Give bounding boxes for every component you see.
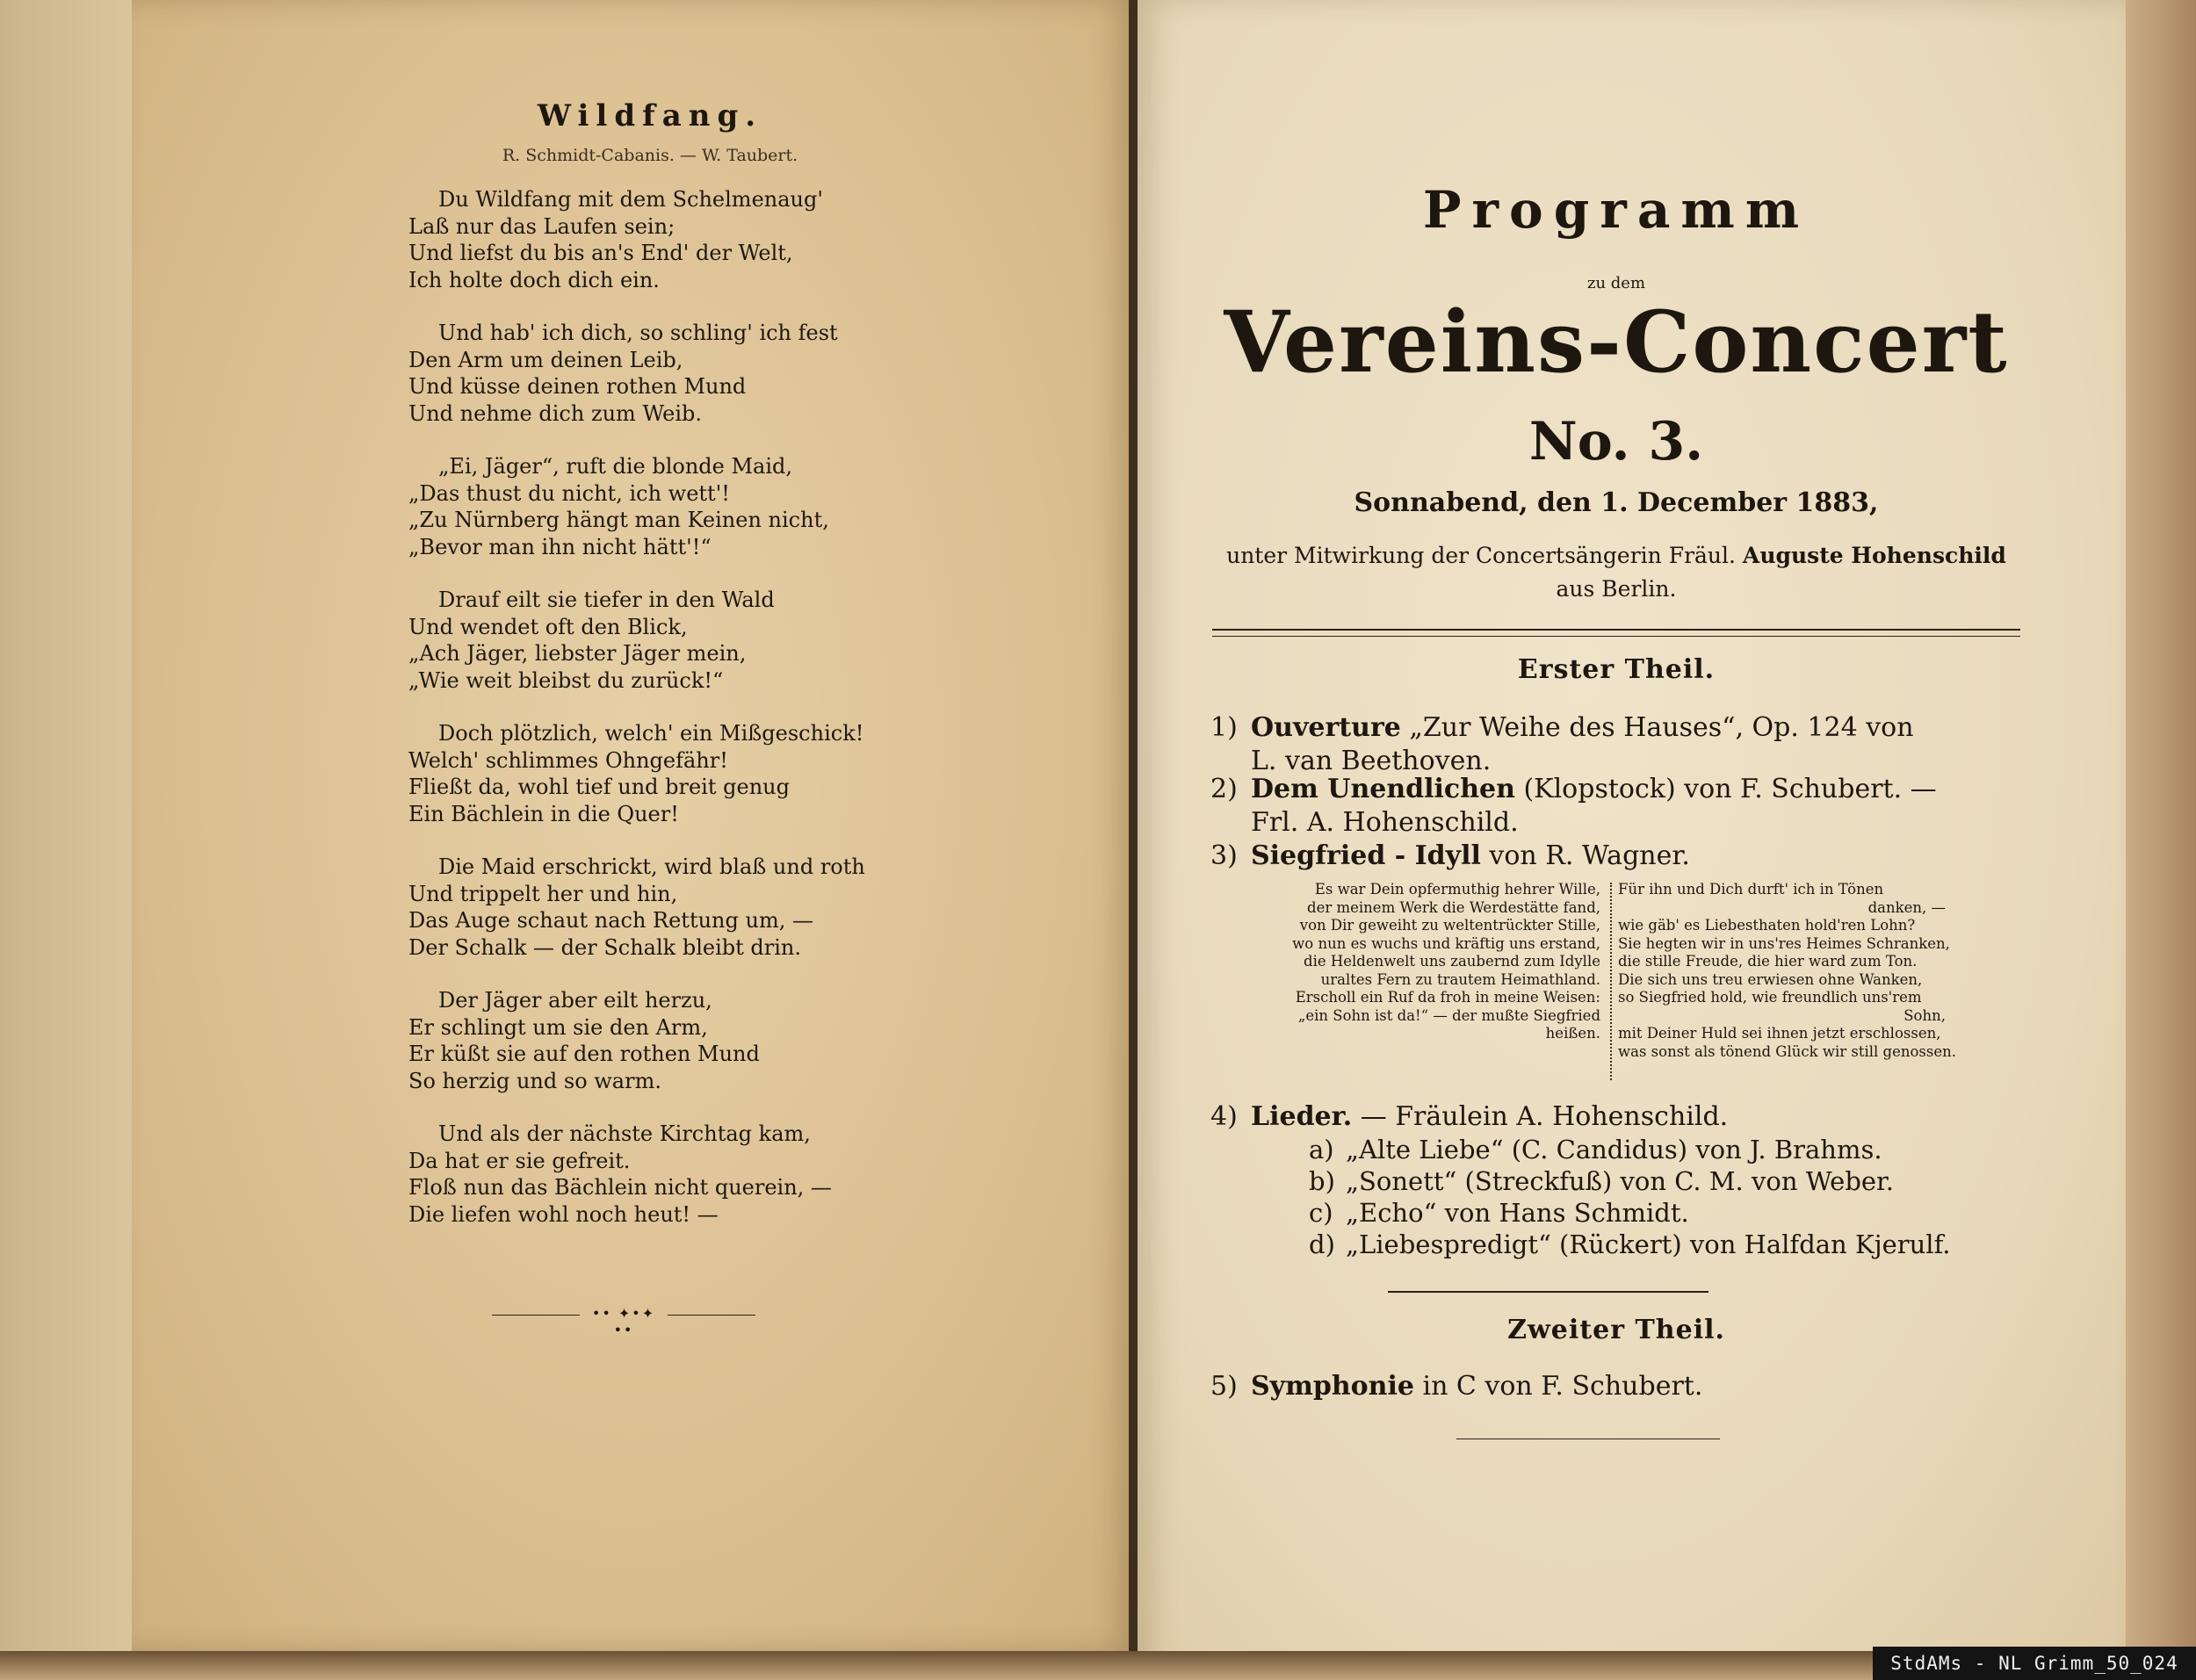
verse-divider	[1610, 883, 1612, 1080]
item-detail: von R. Wagner.	[1489, 840, 1690, 871]
item-title: Siegfried - Idyll	[1251, 840, 1481, 871]
double-rule	[1212, 629, 2020, 637]
verse-line: Und nehme dich zum Weib.	[408, 400, 703, 426]
ornament-divider	[492, 1305, 755, 1338]
verse-line: Er küßt sie auf den rothen Mund	[408, 1042, 760, 1066]
ornament-rule-right	[668, 1315, 755, 1316]
verse-line: Und küsse deinen rothen Mund	[408, 374, 747, 399]
concert-number: No. 3.	[1528, 411, 1704, 472]
stanza	[408, 720, 900, 827]
verse-line: Doch plötzlich, welch' ein Mißgeschick!	[438, 721, 864, 746]
verse-line: Die sich uns treu erwiesen ohne Wanken,	[1618, 970, 1923, 988]
programme-item-4	[1210, 1100, 2027, 1134]
poem-body	[408, 186, 900, 1254]
song-text: „Liebespredigt“ (Rückert) von Halfdan Kjerulf.	[1346, 1229, 1951, 1259]
item-title: Symphonie	[1251, 1371, 1414, 1402]
verse-line: So herzig und so warm.	[408, 1068, 661, 1093]
stanza	[408, 186, 900, 293]
item-detail: (Klopstock) von F. Schubert. —	[1523, 774, 1937, 804]
verse-line: „Zu Nürnberg hängt man Keinen nicht,	[408, 508, 829, 532]
song-letter: d)	[1309, 1229, 1335, 1259]
item-number: 4)	[1210, 1101, 1238, 1132]
verse-line: Für ihn und Dich durft' ich in Tönen	[1618, 881, 1884, 898]
verse-line: Den Arm um deinen Leib,	[408, 347, 683, 372]
part-one-heading: Erster Theil.	[1517, 654, 1716, 685]
bottom-edge	[0, 1651, 2196, 1680]
left-margin	[0, 0, 141, 1680]
verse-left-column	[1262, 881, 1600, 1043]
verse-line: Der Schalk — der Schalk bleibt drin.	[408, 934, 801, 960]
item-number: 2)	[1210, 774, 1238, 804]
item-detail: — Fräulein A. Hohenschild.	[1360, 1101, 1729, 1132]
archive-stamp: StdAMs - NL Grimm_50_024	[1873, 1647, 2196, 1680]
verse-line: Und hab' ich dich, so schling' ich fest	[438, 321, 838, 345]
verse-line: Die Maid erschrickt, wird blaß und roth	[438, 854, 865, 879]
song-letter: a)	[1309, 1135, 1334, 1164]
item-continuation: Frl. A. Hohenschild.	[1251, 807, 1519, 838]
stanza	[408, 1121, 900, 1228]
part-two-heading: Zweiter Theil.	[1507, 1315, 1725, 1345]
verse-line: „Das thust du nicht, ich wett'!	[408, 480, 730, 506]
concert-date: Sonnabend, den 1. December 1883,	[1354, 487, 1879, 518]
song-letter: b)	[1309, 1166, 1335, 1196]
ornament-glyphs: •• ✦•✦ ••	[591, 1305, 656, 1338]
verse-line: Das Auge schaut nach Rettung um, —	[408, 908, 813, 933]
song-text: „Sonett“ (Streckfuß) von C. M. von Weber.	[1346, 1166, 1894, 1196]
book-gutter	[1129, 0, 1138, 1680]
verse-line: „Ei, Jäger“, ruft die blonde Maid,	[438, 454, 793, 479]
closing-rule	[1456, 1438, 1720, 1439]
verse-line: Welch' schlimmes Ohngefähr!	[408, 747, 728, 773]
item-number: 1)	[1210, 712, 1238, 743]
item-number: 3)	[1210, 840, 1238, 871]
item-detail: „Zur Weihe des Hauses“, Op. 124 von	[1409, 712, 1914, 743]
soloist-prefix: unter Mitwirkung der Concertsängerin Fräul.	[1226, 543, 1736, 568]
verse-line: der meinem Werk die Werdestätte fand,	[1307, 898, 1600, 916]
verse-line: so Siegfried hold, wie freundlich uns'rem	[1618, 989, 1922, 1006]
ornament-rule-left	[492, 1315, 580, 1316]
section-rule	[1388, 1291, 1708, 1293]
stanza	[408, 587, 900, 694]
programme-item-2	[1210, 773, 2027, 840]
programme-item-3	[1210, 840, 2027, 873]
verse-line: Und liefst du bis an's End' der Welt,	[408, 241, 793, 265]
verse-line: Da hat er sie gefreit.	[408, 1148, 631, 1173]
item-title: Ouverture	[1251, 712, 1401, 743]
verse-line: „Bevor man ihn nicht hätt'!“	[408, 534, 712, 559]
verse-line: Es war Dein opfermuthig hehrer Wille,	[1314, 881, 1600, 898]
verse-line: danken, —	[1867, 898, 1946, 916]
song-item	[1309, 1135, 2029, 1165]
verse-line: Du Wildfang mit dem Schelmenaug'	[438, 187, 823, 212]
soloist-line	[1195, 543, 2038, 568]
verse-line: Er schlingt um sie den Arm,	[408, 1014, 708, 1040]
verse-line: wie gäb' es Liebesthaten hold'ren Lohn?	[1618, 917, 1916, 934]
poem-title: Wildfang.	[537, 98, 763, 133]
poem-credit: R. Schmidt-Cabanis. — W. Taubert.	[502, 146, 798, 165]
verse-line: Floß nun das Bächlein nicht querein, —	[408, 1175, 832, 1200]
verse-line: Laß nur das Laufen sein;	[408, 213, 675, 239]
song-item	[1309, 1229, 2029, 1260]
verse-line: Und wendet oft den Blick,	[408, 614, 688, 639]
verse-line: Erscholl ein Ruf da froh in meine Weisen:	[1295, 989, 1600, 1006]
stanza	[408, 453, 900, 560]
verse-line: heißen.	[1545, 1025, 1600, 1042]
verse-line: Ich holte doch dich ein.	[408, 267, 660, 292]
verse-right-column	[1618, 881, 1956, 1061]
verse-line: Ein Bächlein in die Quer!	[408, 801, 679, 826]
stanza	[408, 854, 900, 961]
song-text: „Alte Liebe“ (C. Candidus) von J. Brahms.	[1346, 1135, 1882, 1164]
programme-item-1	[1210, 711, 2027, 778]
song-item	[1309, 1166, 2029, 1197]
programme-zu-dem: zu dem	[1586, 274, 1646, 292]
verse-line: „ein Sohn ist da!“ — der mußte Siegfried	[1297, 1006, 1600, 1024]
stanza	[408, 987, 900, 1094]
verse-line: Sie hegten wir in uns'res Heimes Schranken,	[1618, 934, 1950, 952]
programme-item-5	[1210, 1370, 2027, 1403]
verse-line: Und als der nächste Kirchtag kam,	[438, 1121, 811, 1146]
verse-line: „Ach Jäger, liebster Jäger mein,	[408, 641, 747, 666]
verse-line: Und trippelt her und hin,	[408, 881, 678, 906]
programme-title: Programm	[1422, 180, 1810, 240]
verse-line: die Heldenwelt uns zaubernd zum Idylle	[1304, 953, 1600, 970]
item-number: 5)	[1210, 1371, 1238, 1402]
verse-line: die stille Freude, die hier ward zum Ton.	[1618, 953, 1918, 970]
verse-line: von Dir geweiht zu weltentrückter Stille,	[1299, 917, 1600, 934]
verse-line: wo nun es wuchs und kräftig uns erstand,	[1292, 934, 1600, 952]
song-item	[1309, 1198, 2029, 1229]
verse-line: Der Jäger aber eilt herzu,	[438, 988, 712, 1013]
song-text: „Echo“ von Hans Schmidt.	[1346, 1198, 1689, 1228]
item-title: Dem Unendlichen	[1251, 774, 1515, 804]
item-title: Lieder.	[1251, 1101, 1353, 1132]
verse-line: Fließt da, wohl tief und breit genug	[408, 775, 790, 799]
right-page-edge	[2126, 0, 2196, 1680]
verse-line: Die liefen wohl noch heut! —	[408, 1201, 719, 1227]
song-letter: c)	[1309, 1198, 1333, 1228]
soloist-origin: aus Berlin.	[1556, 576, 1677, 602]
verse-line: uraltes Fern zu trautem Heimathland.	[1320, 970, 1600, 988]
verse-line: mit Deiner Huld sei ihnen jetzt erschlossen,	[1618, 1025, 1941, 1042]
soloist-name: Auguste Hohenschild	[1742, 543, 2006, 568]
verse-line: Sohn,	[1903, 1006, 1946, 1024]
verse-line: was sonst als tönend Glück wir still genossen.	[1618, 1042, 1956, 1060]
item-detail: in C von F. Schubert.	[1422, 1371, 1703, 1402]
verse-line: Drauf eilt sie tiefer in den Wald	[438, 588, 775, 612]
stanza	[408, 320, 900, 427]
concert-title: Vereins-Concert	[1224, 292, 2009, 392]
verse-line: „Wie weit bleibst du zurück!“	[408, 667, 724, 693]
item-continuation: L. van Beethoven.	[1251, 746, 1492, 776]
